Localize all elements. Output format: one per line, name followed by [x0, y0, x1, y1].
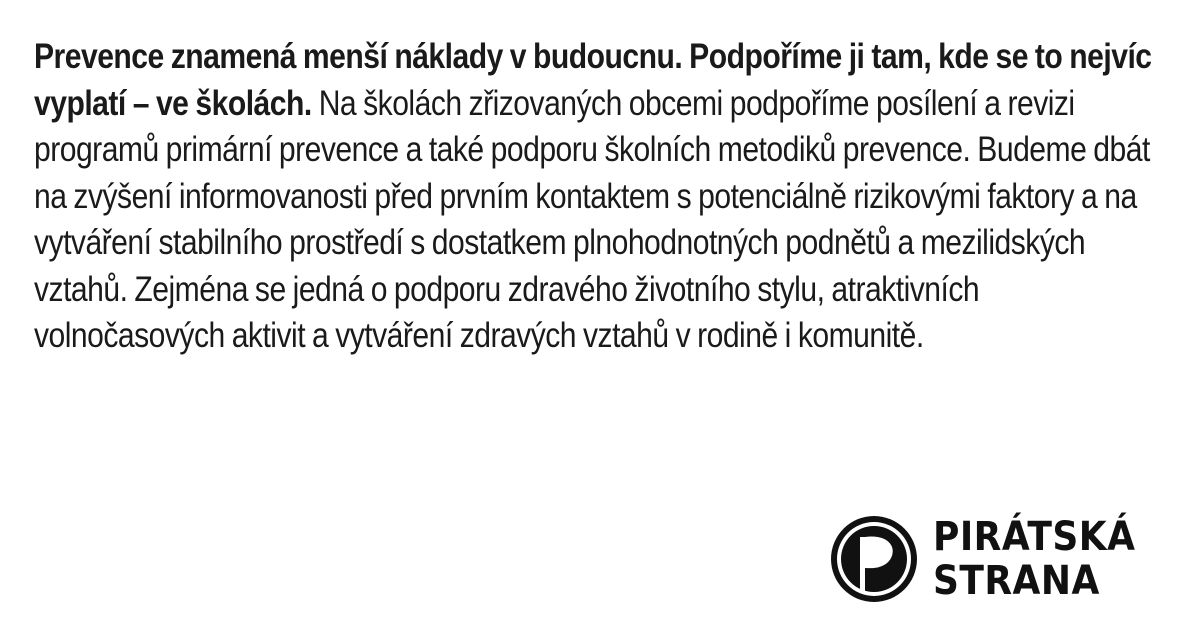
lead-sentence: Prevence znamená menší náklady v budoucnu. Podpoříme ji tam, kde se to nejvíc vyplatí – ve školách. — [34, 37, 1152, 123]
policy-paragraph — [34, 34, 1169, 360]
pirate-flag-icon — [829, 514, 919, 604]
logo-line-1: PIRÁTSKÁ — [933, 514, 1136, 560]
logo-wordmark — [933, 515, 1135, 603]
body-text: Na školách zřizovaných obcemi podpoříme posílení a revizi programů primární prevence a také podporu školních metodiků prevence. Budeme dbát na zvýšení informovanosti před prvním kontaktem s potenciálně rizikovými faktory a na vytváření stabilního prostředí s dostatkem plnohodnotných podnětů a mezilidských vztahů. Zejména se jedná o podporu zdravého životního stylu, atraktivních volnočasových aktivit a vytváření zdravých vztahů v rodině i komunitě. — [34, 83, 1150, 355]
logo-line-2: STRANA — [933, 558, 1100, 604]
party-logo — [829, 513, 1158, 605]
